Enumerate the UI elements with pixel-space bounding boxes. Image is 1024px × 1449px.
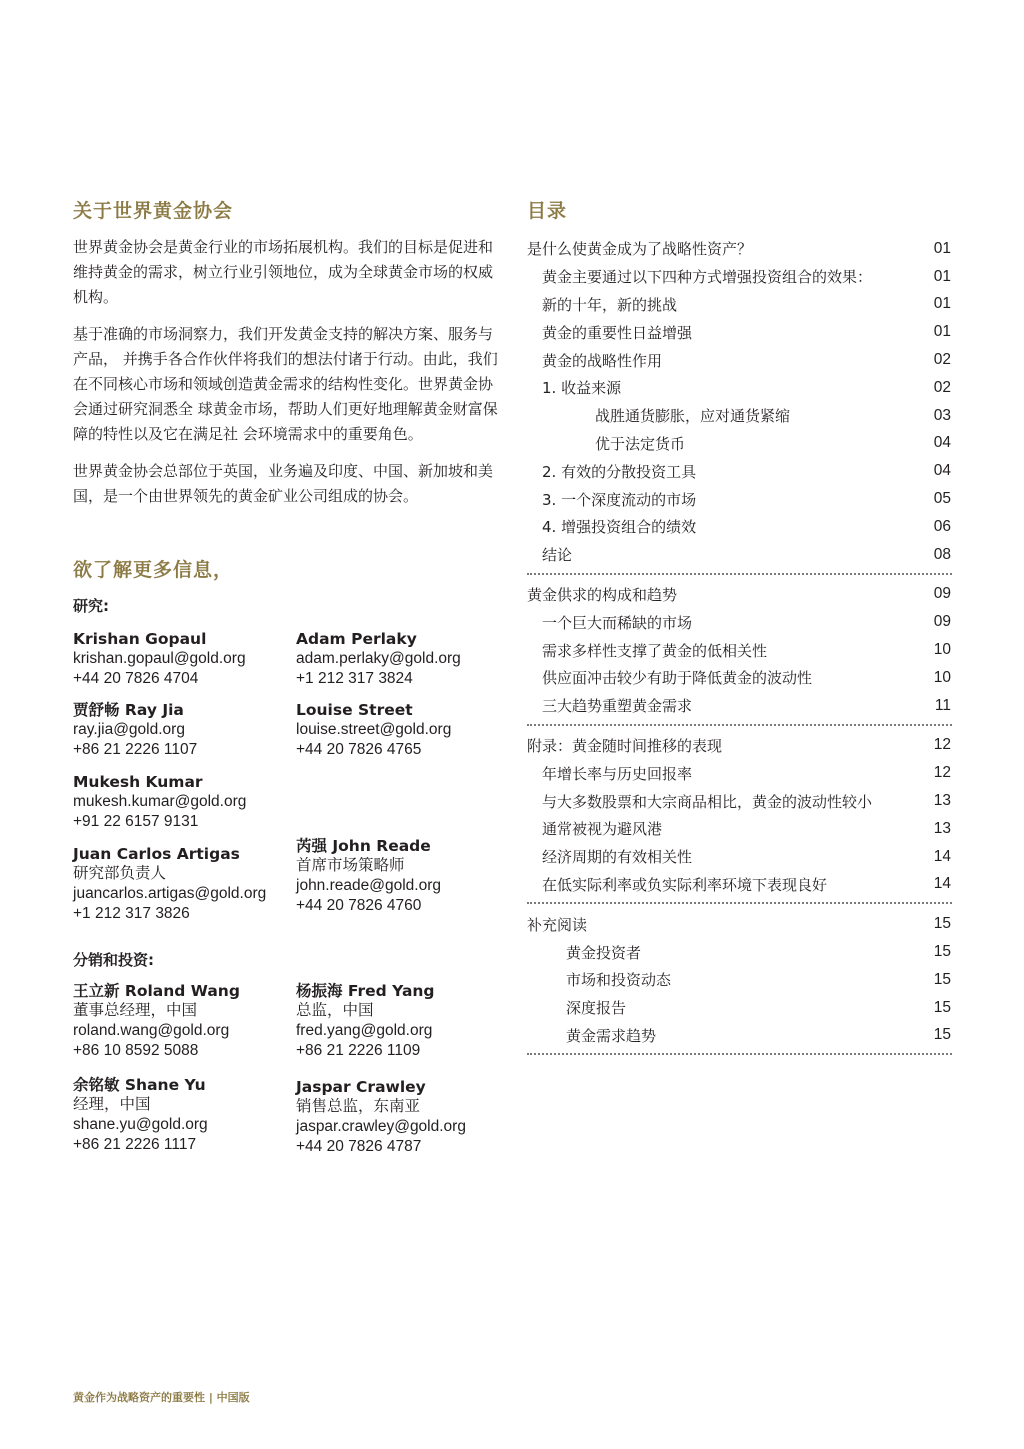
toc-entry[interactable]: 经济周期的有效相关性 14 (542, 847, 951, 867)
contact-phone: +86 10 8592 5088 (73, 1042, 199, 1059)
about-paragraph-1: 世界黄金协会是黄金行业的市场拓展机构。我们的目标是促进和维持黄金的需求，树立行业引领地位，成为全球黄金市场的权威机构。 (73, 238, 494, 306)
contact-name: 杨振海 Fred Yang (296, 982, 435, 1000)
contact-phone: +1 212 317 3824 (296, 670, 413, 687)
contact-email[interactable]: jaspar.crawley@gold.org (296, 1118, 466, 1135)
toc-entry[interactable]: 补充阅读 15 (527, 915, 951, 934)
toc-entry[interactable]: 深度报告 15 (566, 998, 951, 1018)
toc-entry[interactable]: 附录：黄金随时间推移的表现 12 (527, 736, 951, 755)
contact-name: Krishan Gopaul (73, 630, 207, 648)
toc-entry[interactable]: 2. 有效的分散投资工具 04 (542, 462, 951, 481)
toc-entry[interactable]: 在低实际利率或负实际利率环境下表现良好 14 (542, 875, 951, 894)
contact-phone: +86 21 2226 1117 (73, 1136, 197, 1153)
contact-phone: +91 22 6157 9131 (73, 813, 199, 830)
contact-role: 董事总经理，中国 (73, 1002, 198, 1019)
toc-entry[interactable]: 结论 08 (542, 545, 951, 565)
toc-title: 目录 (527, 200, 568, 222)
about-paragraph-3: 世界黄金协会总部位于英国，业务遍及印度、中国、新加坡和美国，是一个由世界领先的黄金矿业公司组成的协会。 (73, 462, 494, 505)
contact-name: Jaspar Crawley (296, 1078, 426, 1096)
contact-card (296, 629, 506, 689)
contact-name: Mukesh Kumar (73, 773, 203, 791)
contact-email[interactable]: fred.yang@gold.org (296, 1022, 433, 1039)
contact-email[interactable]: shane.yu@gold.org (73, 1116, 208, 1133)
toc-entry[interactable]: 黄金投资者 15 (566, 943, 951, 962)
toc-section (527, 732, 952, 905)
toc-entry[interactable]: 是什么使黄金成为了战略性资产？ 01 (527, 239, 951, 259)
toc-entry[interactable]: 黄金供求的构成和趋势 09 (527, 585, 951, 604)
contact-role: 总监，中国 (296, 1002, 374, 1019)
contact-phone: +44 20 7826 4765 (296, 741, 422, 758)
toc-section (527, 910, 952, 1055)
contact-role: 经理，中国 (73, 1096, 151, 1113)
toc-entry[interactable]: 供应面冲击较少有助于降低黄金的波动性 10 (542, 668, 951, 688)
toc-entry[interactable]: 新的十年，新的挑战 01 (542, 295, 951, 314)
about-body (73, 235, 498, 521)
toc-entry[interactable]: 1. 收益来源 02 (542, 378, 951, 398)
contact-name: Juan Carlos Artigas (73, 845, 240, 863)
contact-email[interactable]: mukesh.kumar@gold.org (73, 793, 247, 810)
contact-role: 研究部负责人 (73, 865, 167, 882)
toc-entry[interactable]: 黄金需求趋势 15 (566, 1026, 951, 1045)
toc-entry[interactable]: 黄金的重要性日益增强 01 (542, 323, 951, 342)
contact-name: 芮强 John Reade (296, 837, 431, 855)
contact-card (73, 844, 283, 924)
more-info-title: 欲了解更多信息， (73, 559, 234, 581)
toc-section (527, 235, 952, 575)
contact-phone: +86 21 2226 1107 (73, 741, 198, 758)
contact-phone: +44 20 7826 4760 (296, 897, 422, 914)
contact-name: 贾舒畅 Ray Jia (73, 701, 184, 719)
contact-role: 销售总监，东南亚 (296, 1098, 421, 1115)
contact-name: Adam Perlaky (296, 630, 417, 648)
contact-card (73, 629, 283, 689)
toc-entry[interactable]: 需求多样性支撑了黄金的低相关性 10 (542, 641, 951, 660)
contact-email[interactable]: roland.wang@gold.org (73, 1022, 230, 1039)
toc-entry[interactable]: 黄金的战略性作用 02 (542, 351, 951, 370)
contact-phone: +1 212 317 3826 (73, 905, 190, 922)
research-heading: 研究: (73, 597, 109, 615)
toc-entry[interactable]: 战胜通货膨胀，应对通货紧缩 03 (595, 406, 951, 426)
toc-entry[interactable]: 市场和投资动态 15 (566, 970, 951, 990)
contact-card (296, 981, 506, 1061)
contact-email[interactable]: krishan.gopaul@gold.org (73, 650, 246, 667)
contact-email[interactable]: juancarlos.artigas@gold.org (73, 885, 267, 902)
contact-card (296, 1077, 506, 1157)
contact-phone: +86 21 2226 1109 (296, 1042, 421, 1059)
toc-entry[interactable]: 三大趋势重塑黄金需求 11 (542, 696, 951, 716)
contact-phone: +44 20 7826 4704 (73, 670, 199, 687)
contact-role: 首席市场策略师 (296, 857, 405, 874)
contact-card (296, 700, 506, 760)
toc-section (527, 581, 952, 726)
contact-name: 余铭敏 Shane Yu (73, 1076, 206, 1094)
contact-card (73, 1075, 283, 1155)
about-paragraph-2: 基于准确的市场洞察力，我们开发黄金支持的解决方案、服务与产品， 并携手各合作伙伴将我们的想法付诸于行动。由此，我们在不同核心市场和领域创造黄金需求的结构性变化。世界黄金协会通过研究洞悉全 球黄金市场，帮助人们更好地理解黄金财富保障的特性以及它在满足社 会环境需求中的重要角色。 (73, 325, 498, 443)
toc-entry[interactable]: 一个巨大而稀缺的市场 09 (542, 613, 951, 632)
contact-phone: +44 20 7826 4787 (296, 1138, 422, 1155)
contact-email[interactable]: louise.street@gold.org (296, 721, 452, 738)
toc-entry[interactable]: 与大多数股票和大宗商品相比，黄金的波动性较小 13 (542, 792, 951, 811)
contact-email[interactable]: ray.jia@gold.org (73, 721, 185, 738)
toc-entry[interactable]: 优于法定货币 04 (595, 434, 951, 453)
table-of-contents (527, 235, 952, 1061)
distribution-heading: 分销和投资: (73, 951, 154, 969)
toc-entry[interactable]: 黄金主要通过以下四种方式增强投资组合的效果： 01 (542, 267, 951, 287)
contact-card (73, 700, 283, 760)
contact-card (73, 772, 283, 832)
page-footer: 黄金作为战略资产的重要性 | 中国版 (73, 1391, 250, 1404)
contact-card (73, 981, 283, 1061)
contact-card (296, 836, 506, 916)
toc-entry[interactable]: 3. 一个深度流动的市场 05 (542, 490, 951, 509)
contact-email[interactable]: john.reade@gold.org (296, 877, 442, 894)
toc-entry[interactable]: 4. 增强投资组合的绩效 06 (542, 517, 951, 537)
toc-entry[interactable]: 通常被视为避风港 13 (542, 819, 951, 839)
contact-name: 王立新 Roland Wang (73, 982, 240, 1000)
about-title: 关于世界黄金协会 (73, 200, 234, 222)
contact-email[interactable]: adam.perlaky@gold.org (296, 650, 461, 667)
toc-entry[interactable]: 年增长率与历史回报率 12 (542, 764, 951, 783)
contact-name: Louise Street (296, 701, 413, 719)
